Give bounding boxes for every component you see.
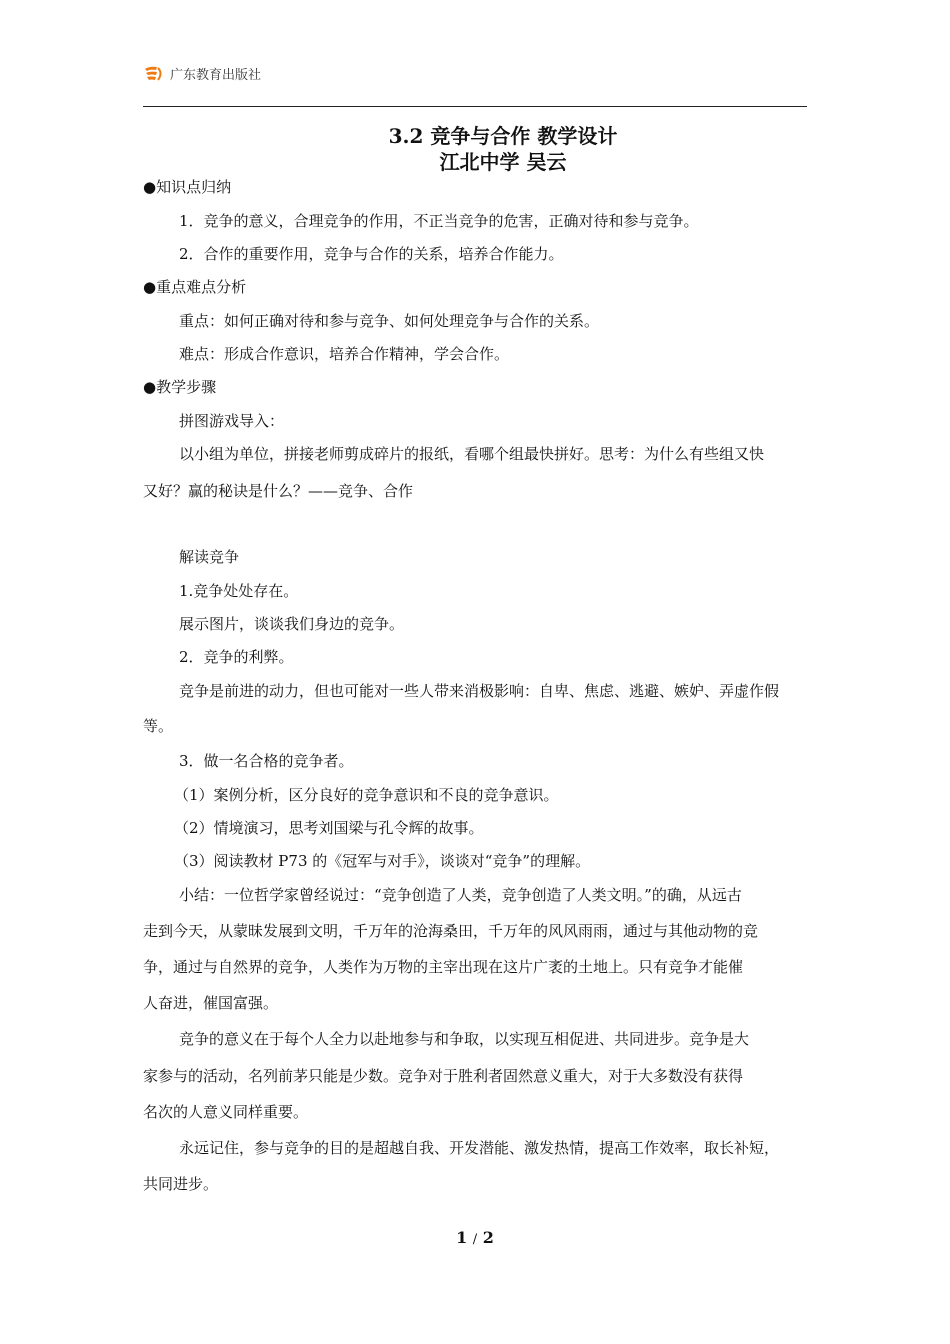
meaning-line-3: 名次的人意义同样重要。	[143, 1103, 309, 1121]
section-heading-steps: ●教学步骤	[143, 378, 217, 396]
reading-title: 解读竞争	[179, 548, 240, 566]
intro-line-2: 又好？赢的秘诀是什么？——竞争、合作	[143, 482, 414, 500]
summary-line-1: 小结：一位哲学家曾经说过：“竞争创造了人类，竞争创造了人类文明。”的确，从远古	[179, 886, 742, 904]
point-2-line-2: 等。	[143, 717, 174, 735]
focus-key: 重点：如何正确对待和参与竞争、如何处理竞争与合作的关系。	[179, 312, 600, 330]
page-separator: /	[472, 1232, 478, 1247]
header-divider	[143, 106, 807, 107]
knowledge-item-1: 1．竞争的意义，合理竞争的作用，不正当竞争的危害，正确对待和参与竞争。	[179, 212, 699, 230]
page-number	[0, 1228, 950, 1247]
summary-line-3: 争，通过与自然界的竞争，人类作为万物的主宰出现在这片广袤的土地上。只有竞争才能催	[143, 958, 744, 976]
meaning-line-1: 竞争的意义在于每个人全力以赴地参与和争取，以实现互相促进、共同进步。竞争是大	[179, 1030, 750, 1048]
intro-title: 拼图游戏导入：	[179, 412, 285, 430]
section-heading-focus: ●重点难点分析	[143, 278, 247, 296]
publisher-logo-icon	[143, 65, 165, 83]
focus-difficulty: 难点：形成合作意识，培养合作精神，学会合作。	[179, 345, 510, 363]
section-heading-knowledge: ●知识点归纳	[143, 178, 232, 196]
total-pages: 2	[482, 1228, 494, 1247]
point-2: 2．竞争的利弊。	[179, 648, 294, 666]
point-3: 3．做一名合格的竞争者。	[179, 752, 354, 770]
summary-line-2: 走到今天，从蒙昧发展到文明，千万年的沧海桑田，千万年的风风雨雨，通过与其他动物的竞	[143, 922, 759, 940]
page-header	[143, 64, 261, 83]
point-1: 1.竞争处处存在。	[179, 582, 299, 600]
meaning-line-2: 家参与的活动，名列前茅只能是少数。竞争对于胜利者固然意义重大，对于大多数没有获得	[143, 1067, 744, 1085]
point-3-c: （3）阅读教材 P73 的《冠军与对手》，谈谈对“竞争”的理解。	[174, 852, 591, 870]
knowledge-item-2: 2．合作的重要作用，竞争与合作的关系，培养合作能力。	[179, 245, 564, 263]
point-2-line-1: 竞争是前进的动力，但也可能对一些人带来消极影响：自卑、焦虑、逃避、嫉妒、弄虚作假	[179, 682, 780, 700]
intro-line-1: 以小组为单位，拼接老师剪成碎片的报纸，看哪个组最快拼好。思考：为什么有些组又快	[179, 445, 765, 463]
remember-line-2: 共同进步。	[143, 1175, 219, 1193]
point-1-detail: 展示图片，谈谈我们身边的竞争。	[179, 615, 405, 633]
remember-line-1: 永远记住，参与竞争的目的是超越自我、开发潜能、激发热情，提高工作效率，取长补短，	[179, 1139, 780, 1157]
publisher-name: 广东教育出版社	[170, 68, 262, 83]
point-3-a: （1）案例分析，区分良好的竞争意识和不良的竞争意识。	[174, 786, 559, 804]
current-page: 1	[456, 1228, 468, 1247]
document-author: 江北中学 吴云	[439, 150, 567, 174]
document-title: 3.2 竞争与合作 教学设计	[388, 124, 618, 148]
point-3-b: （2）情境演习，思考刘国梁与孔令辉的故事。	[174, 819, 484, 837]
summary-line-4: 人奋进，催国富强。	[143, 994, 279, 1012]
